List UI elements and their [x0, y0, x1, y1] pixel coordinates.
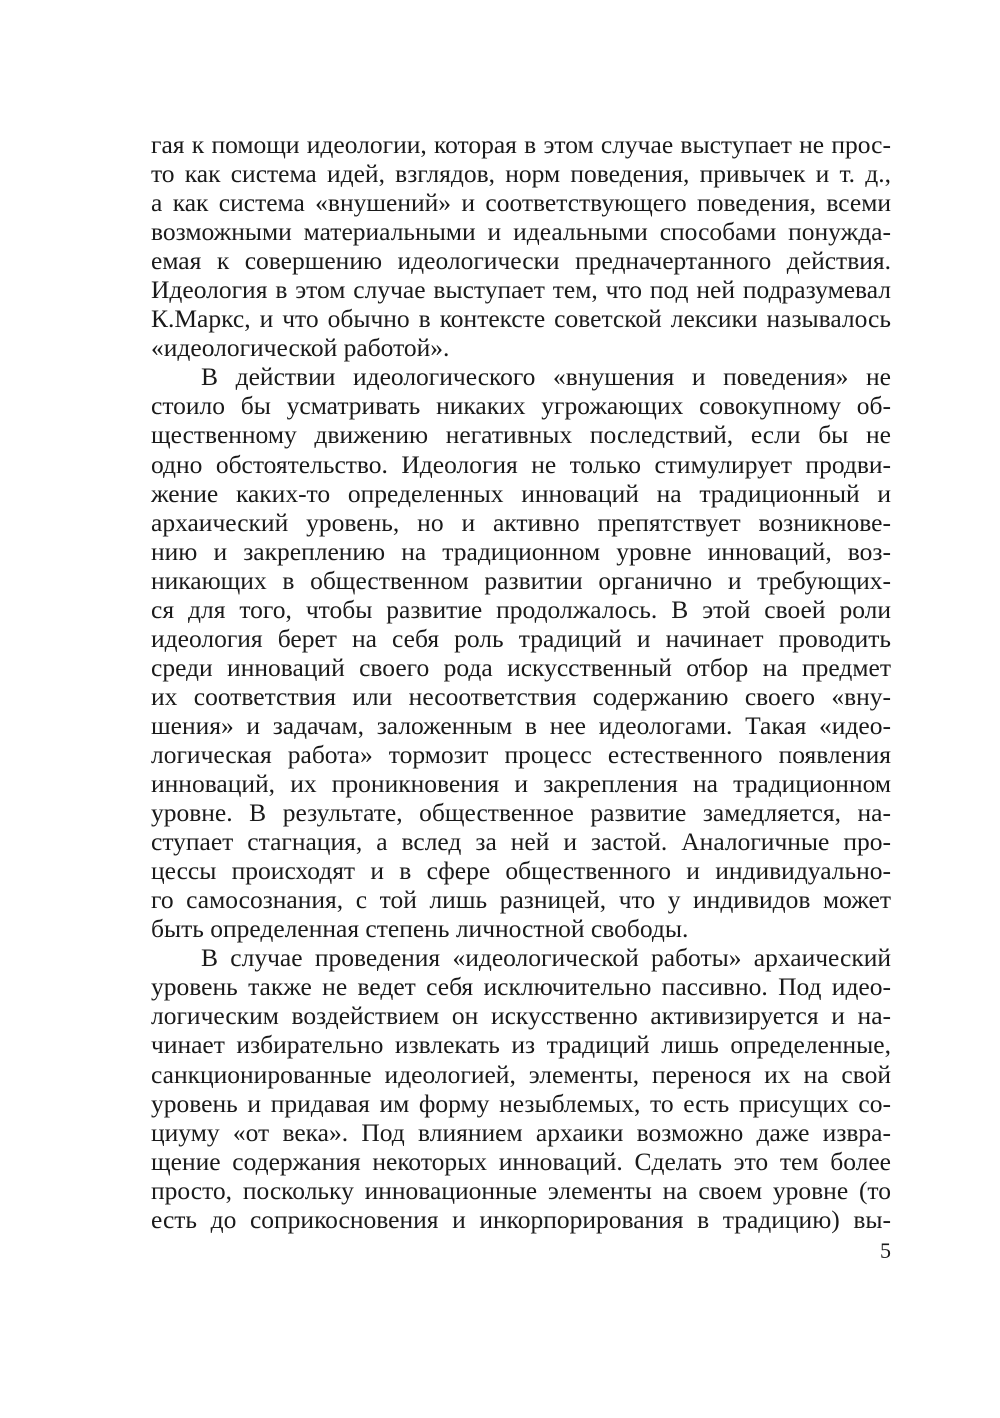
paragraph	[151, 362, 891, 943]
text-line: ся для того, чтобы развитие продолжалось. В этой своей роли	[151, 594, 891, 624]
text-line: архаический уровень, но и активно препятствует возникнове-	[151, 507, 891, 537]
text-line: логическим воздействием он искусственно активизируется и на-	[151, 1001, 891, 1031]
text-line: «идеологической работой».	[151, 333, 450, 363]
text-line: их соответствия или несоответствия содержанию своего «вну-	[151, 681, 891, 711]
text-line: К.Маркс, и что обычно в контексте советской лексики называлось	[151, 304, 891, 334]
text-line: инноваций, их проникновения и закрепления на традиционном	[151, 769, 891, 799]
text-line: нию и закреплению на традиционном уровне инноваций, воз-	[151, 536, 891, 566]
text-line: просто, поскольку инновационные элементы на своем уровне (то	[151, 1175, 891, 1205]
text-line: никающих в общественном развитии органично и требующих-	[151, 565, 891, 595]
text-line: стоило бы усматривать никаких угрожающих совокупному об-	[151, 391, 891, 421]
text-line: одно обстоятельство. Идеология не только стимулирует продви-	[151, 449, 891, 479]
text-line: идеология берет на себя роль традиций и начинает проводить	[151, 623, 891, 653]
body-text	[151, 130, 891, 1234]
page-number: 5	[880, 1238, 891, 1263]
text-line: В случае проведения «идеологической работы» архаический	[201, 943, 891, 973]
text-line: логическая работа» тормозит процесс естественного появления	[151, 739, 891, 769]
text-line: емая к совершению идеологически предначертанного действия.	[151, 246, 891, 276]
text-line: жение каких-то определенных инноваций на традиционный и	[151, 478, 891, 508]
paragraph	[151, 943, 891, 1233]
paragraph	[151, 130, 891, 362]
text-line: циуму «от века». Под влиянием архаики возможно даже извра-	[151, 1117, 891, 1147]
text-line: щественному движению негативных последствий, если бы не	[151, 420, 891, 450]
text-line: среди инноваций своего рода искусственный отбор на предмет	[151, 652, 891, 682]
text-line: ступает стагнация, а вслед за ней и застой. Аналогичные про-	[151, 827, 891, 857]
text-line: Идеология в этом случае выступает тем, что под ней подразумевал	[151, 275, 891, 305]
text-line: то как система идей, взглядов, норм поведения, привычек и т. д.,	[151, 159, 891, 189]
text-line: щение содержания некоторых инноваций. Сделать это тем более	[151, 1146, 891, 1176]
text-line: шения» и задачам, заложенным в нее идеологами. Такая «идео-	[151, 710, 891, 740]
text-line: го самосознания, с той лишь разницей, что у индивидов может	[151, 885, 891, 915]
text-line: В действии идеологического «внушения и поведения» не	[201, 362, 891, 392]
text-line: цессы происходят и в сфере общественного и индивидуально-	[151, 856, 891, 886]
text-line: чинает избирательно извлекать из традиций лишь определенные,	[151, 1030, 891, 1060]
text-line: есть до соприкосновения и инкорпорирования в традицию) вы-	[151, 1204, 891, 1234]
text-line: быть определенная степень личностной свободы.	[151, 914, 689, 944]
text-line: возможными материальными и идеальными способами понужда-	[151, 217, 891, 247]
text-line: а как система «внушений» и соответствующего поведения, всеми	[151, 188, 891, 218]
text-line: уровне. В результате, общественное развитие замедляется, на-	[151, 798, 891, 828]
text-line: гая к помощи идеологии, которая в этом случае выступает не прос-	[151, 130, 891, 159]
text-line: уровень и придавая им форму незыблемых, то есть присущих со-	[151, 1088, 891, 1118]
text-line: уровень также не ведет себя исключительно пассивно. Под идео-	[151, 972, 891, 1002]
text-line: санкционированные идеологией, элементы, перенося их на свой	[151, 1059, 891, 1089]
